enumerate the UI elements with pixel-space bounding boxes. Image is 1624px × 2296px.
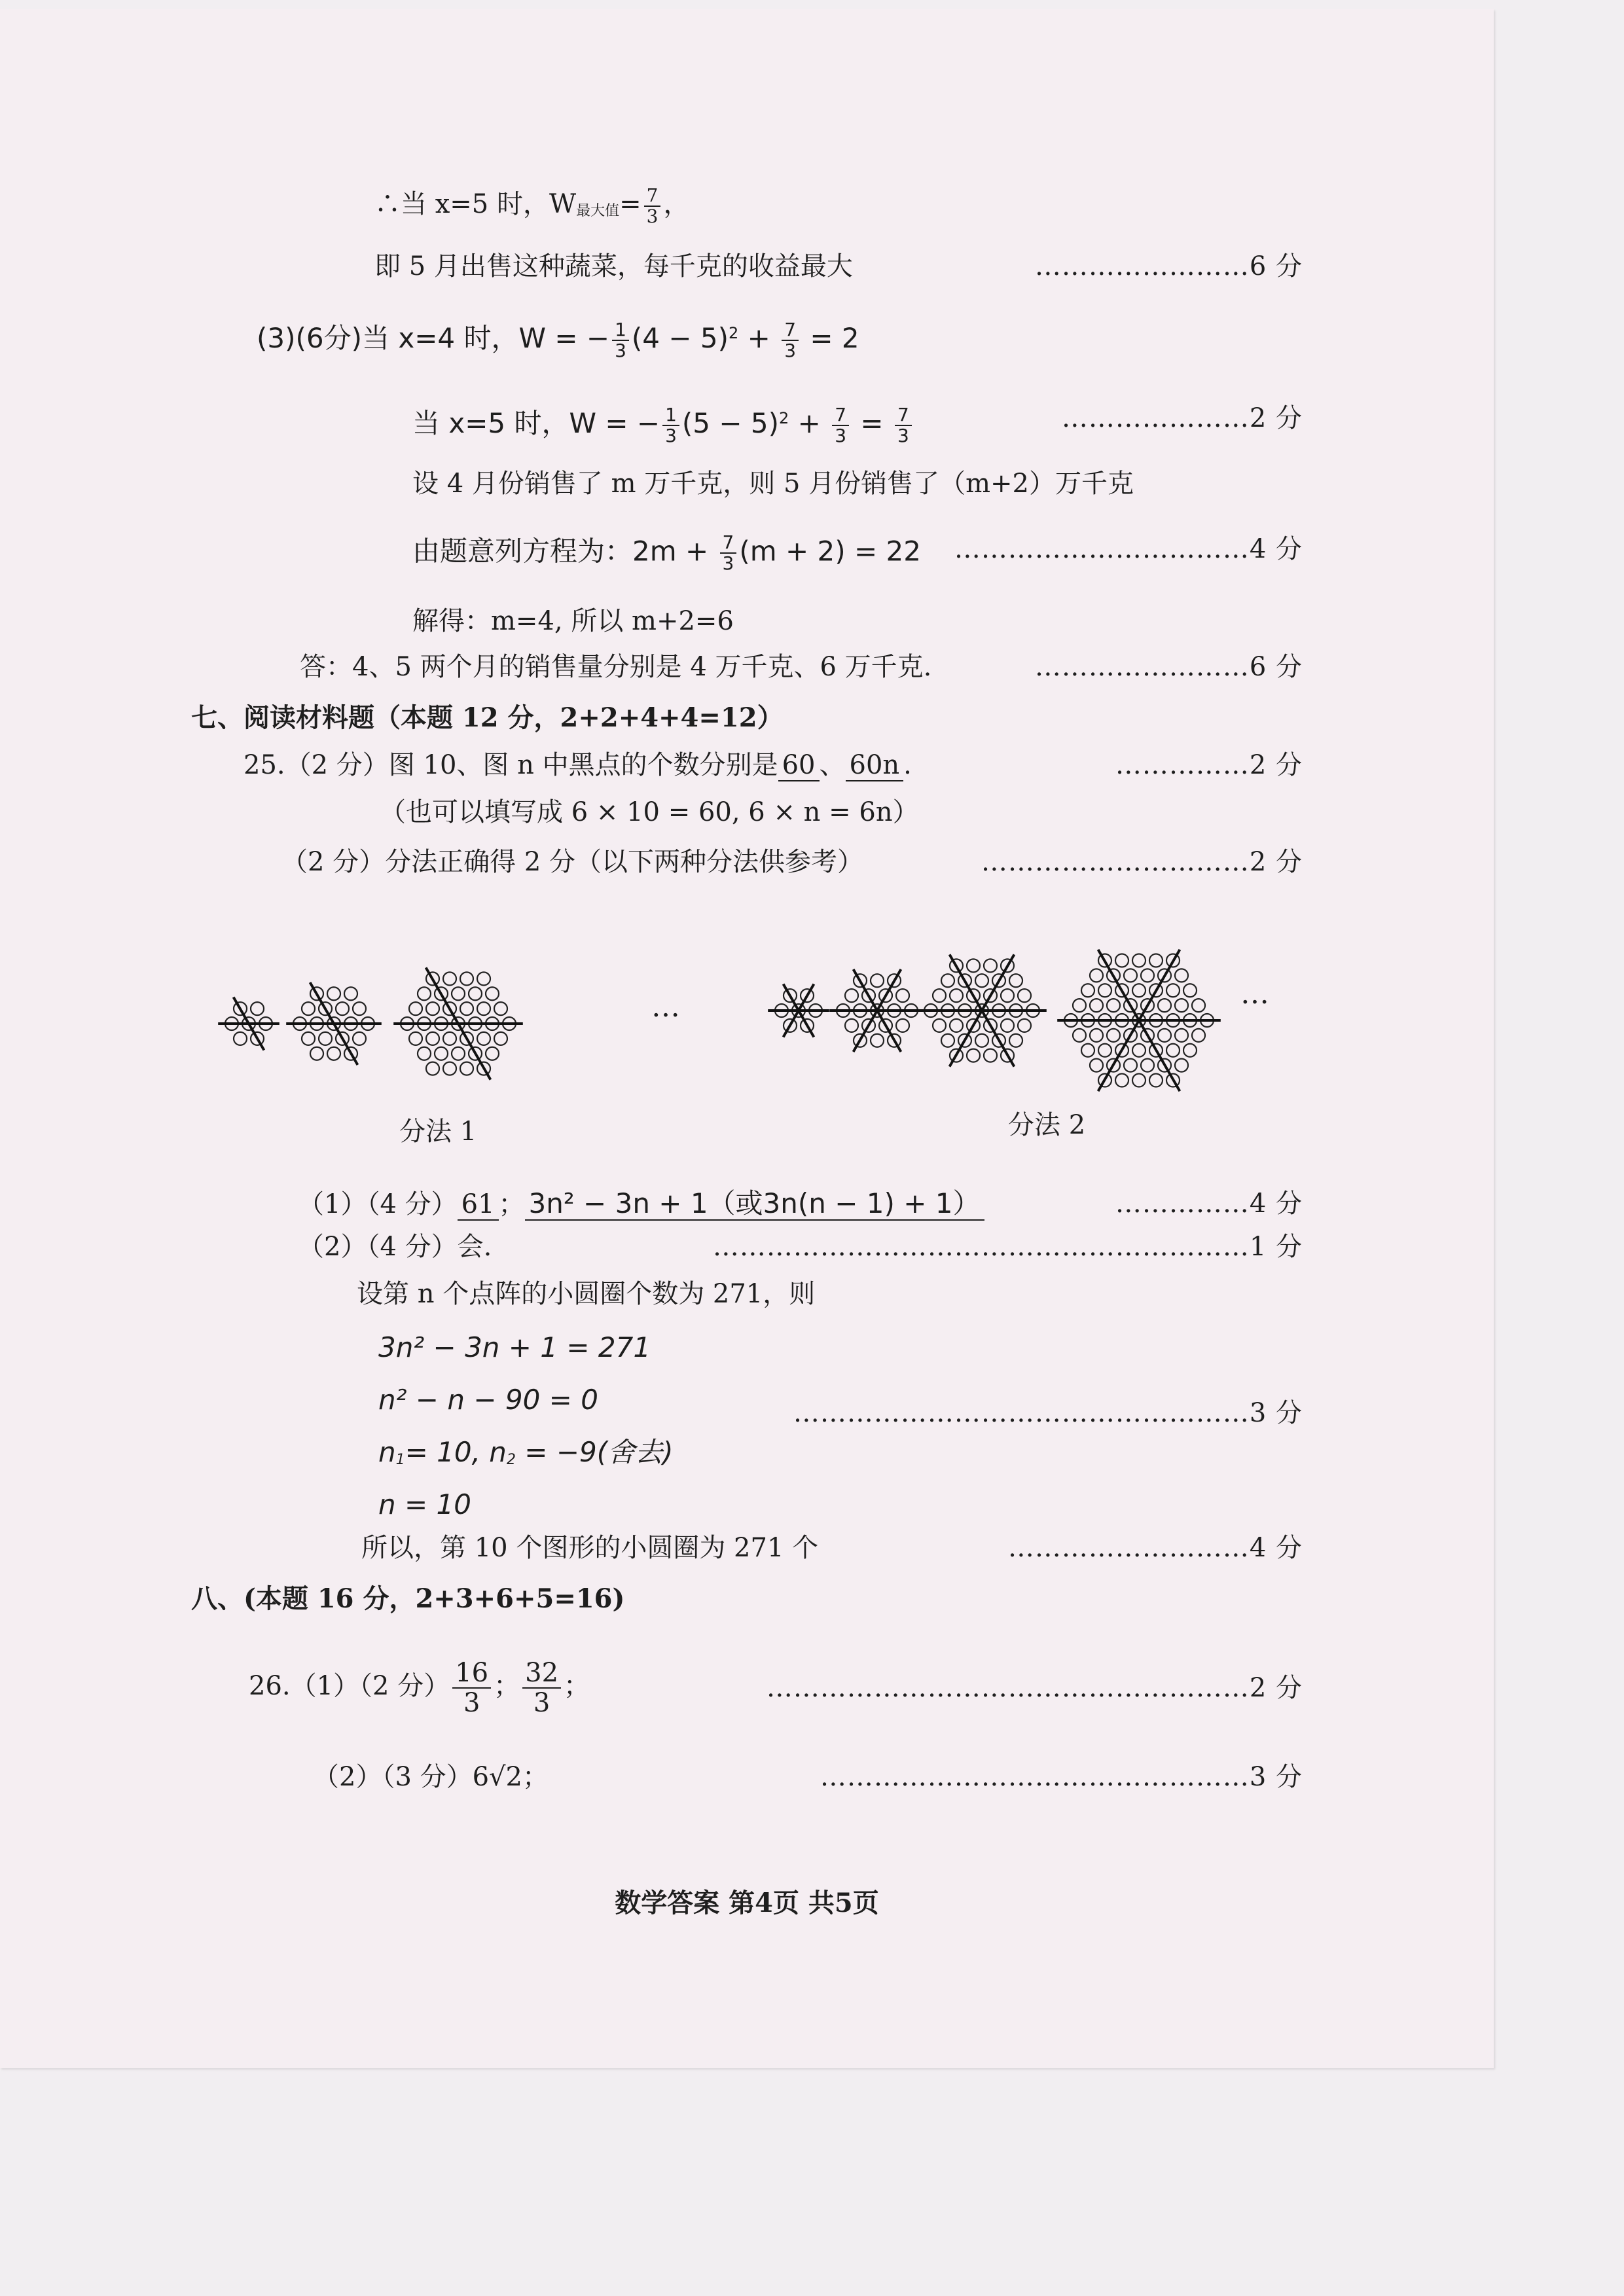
method-2-label: 分法 2 — [1008, 1110, 1086, 1140]
dot-circle — [443, 1032, 456, 1045]
score-q25: ……………2 分 — [1115, 750, 1303, 780]
method-2-figures — [759, 912, 1257, 1128]
section-7-title: 七、阅读材料题（本题 12 分，2+2+4+4=12） — [191, 702, 784, 733]
frac-den: 3 — [784, 339, 797, 361]
dot-circle — [336, 1002, 349, 1015]
equation-mid: (m + 2) = 22 — [739, 535, 921, 567]
dot-circle — [452, 987, 465, 1000]
dot-circle — [477, 1002, 490, 1015]
frac-den: 3 — [615, 339, 626, 361]
dot-circle — [319, 1032, 332, 1045]
eq-1: 3n² − 3n + 1 = 271 — [378, 1331, 651, 1363]
q25-answer-2: 60n — [846, 750, 904, 781]
dot-circle — [896, 1019, 909, 1032]
frac-num: 16 — [452, 1659, 491, 1689]
dot-circle — [1009, 974, 1022, 987]
dot-circle — [1107, 1029, 1120, 1042]
dot-circle — [327, 1047, 340, 1060]
square-exponent: 2 — [729, 324, 739, 342]
dot-circle — [1073, 1029, 1086, 1042]
frac-den: 3 — [665, 424, 677, 446]
answer-sheet — [0, 9, 1494, 2068]
dot-circle — [234, 1032, 247, 1045]
dot-circle — [975, 974, 988, 987]
dot-circle — [327, 987, 340, 1000]
plus-sign: + — [738, 322, 780, 354]
frac-den: 3 — [533, 1688, 550, 1718]
dot-circle — [477, 1032, 490, 1045]
sold-line: 设 4 月份销售了 m 万千克，则 5 月份销售了（m+2）万千克 — [412, 469, 1134, 499]
max-value-text: ∴当 x=5 时，W — [374, 189, 577, 219]
dot-circle — [1081, 984, 1094, 997]
dot-circle — [469, 987, 482, 1000]
part3-result: = 2 — [801, 322, 859, 354]
dot-circle — [1141, 1059, 1154, 1072]
dot-circle — [1132, 1044, 1146, 1057]
square-exponent: 2 — [779, 409, 789, 427]
frac-num: 7 — [832, 405, 849, 426]
q26-label: 26.（1）（2 分） — [249, 1671, 450, 1701]
comma: ， — [663, 189, 690, 219]
frac-num: 32 — [522, 1659, 561, 1689]
q25-line — [244, 749, 912, 781]
score-may: ……………………6 分 — [1034, 251, 1303, 281]
dot-circle — [1132, 984, 1146, 997]
score-x5: …………………2 分 — [1061, 403, 1303, 433]
semicolon: ； — [564, 1671, 590, 1701]
dot-circle — [1158, 1029, 1171, 1042]
dot-circle — [871, 1034, 884, 1047]
method-2-figure-4 — [1057, 950, 1221, 1091]
score-conclusion: ………………………4 分 — [1007, 1533, 1303, 1563]
dot-circle — [871, 974, 884, 987]
frac-den: 3 — [463, 1688, 480, 1718]
method-1-figure-1 — [218, 997, 280, 1050]
x5-prefix: 当 x=5 时，W = − — [412, 407, 660, 439]
eq-2: n² − n − 90 = 0 — [378, 1384, 598, 1416]
frac-num: 7 — [782, 320, 799, 341]
q25-text: 25.（2 分）图 10、图 n 中黑点的个数分别是 — [244, 750, 778, 780]
dot-circle — [1098, 1044, 1111, 1057]
method-1-figures — [209, 925, 694, 1115]
dot-circle — [353, 1002, 366, 1015]
part1-line — [298, 1187, 984, 1221]
q25-answer-1: 60 — [778, 750, 820, 781]
part3-prefix: (3)(6分)当 x=4 时，W = − — [257, 322, 610, 354]
dot-circle — [1192, 999, 1205, 1012]
dot-circle — [494, 1002, 507, 1015]
frac-den: 3 — [897, 424, 909, 446]
dot-circle — [845, 1019, 858, 1032]
dot-circle — [1098, 984, 1111, 997]
dot-circle — [426, 1062, 439, 1075]
dot-circle — [302, 1032, 315, 1045]
dot-circle — [1175, 969, 1188, 982]
dot-circle — [1175, 999, 1188, 1012]
dot-circle — [1090, 1029, 1103, 1042]
dot-circle — [1115, 1074, 1128, 1087]
dot-circle — [409, 1032, 422, 1045]
part1-answer-61: 61 — [458, 1189, 499, 1221]
part2-line: （2）（4 分）会. — [298, 1232, 492, 1262]
dot-circle — [950, 1019, 963, 1032]
equals-sign: = — [619, 189, 641, 219]
method-2-figure-3 — [917, 954, 1047, 1066]
dot-circle — [418, 987, 431, 1000]
dot-circle — [426, 1002, 439, 1015]
part3-x5-line — [412, 402, 914, 446]
dot-circle — [984, 1049, 997, 1062]
dot-circle — [1166, 1044, 1180, 1057]
part2-setup: 设第 n 个点阵的小圆圈个数为 271，则 — [357, 1279, 816, 1309]
frac-seven-third — [782, 320, 799, 361]
frac-num: 7 — [895, 405, 912, 426]
equation-prefix: 由题意列方程为：2m + — [412, 535, 717, 567]
frac-one-third — [612, 320, 629, 361]
method-2-figure-2 — [829, 969, 925, 1052]
dot-circle — [1001, 989, 1014, 1002]
part1-label: （1）（4 分） — [298, 1189, 458, 1219]
dot-circle — [933, 989, 946, 1002]
max-value-fraction — [644, 186, 661, 226]
ellipsis-1: … — [651, 990, 680, 1024]
dot-circle — [975, 1034, 988, 1047]
dot-circle — [251, 1002, 264, 1015]
dot-circle — [941, 1034, 954, 1047]
score-q26-part2: …………………………………………3 分 — [820, 1762, 1303, 1792]
dot-circle — [1141, 969, 1154, 982]
dot-circle — [353, 1032, 366, 1045]
frac-seven-third — [895, 405, 912, 446]
may-best-line: 即 5 月出售这种蔬菜，每千克的收益最大 — [374, 251, 853, 281]
frac-num: 1 — [662, 405, 679, 426]
dot-circle — [941, 974, 954, 987]
dot-circle — [443, 1062, 456, 1075]
dot-circle — [1115, 954, 1128, 967]
frac-num: 1 — [612, 320, 629, 341]
dot-circle — [984, 959, 997, 972]
subscript-1: 1 — [395, 1452, 405, 1468]
method-1-figure-3 — [393, 967, 523, 1079]
dot-circle — [452, 1047, 465, 1060]
dot-circle — [1009, 1034, 1022, 1047]
x5-mid: (5 − 5) — [681, 407, 780, 439]
conclusion-line: 所以，第 10 个图形的小圆圈为 271 个 — [361, 1533, 819, 1563]
dot-circle — [1132, 1074, 1146, 1087]
score-answer: ……………………6 分 — [1034, 652, 1303, 682]
eq-4: n = 10 — [378, 1488, 471, 1520]
eq3-mid: = 10, n — [405, 1436, 507, 1468]
dot-circle — [896, 989, 909, 1002]
dot-circle — [1018, 1019, 1031, 1032]
dot-circle — [1183, 984, 1197, 997]
answer-line: 答：4、5 两个月的销售量分别是 4 万千克、6 万千克. — [300, 652, 932, 682]
dot-circle — [494, 1032, 507, 1045]
dot-circle — [486, 1047, 499, 1060]
dot-circle — [1081, 1044, 1094, 1057]
ellipsis-2: … — [1240, 977, 1269, 1011]
dot-circle — [845, 989, 858, 1002]
eq-3 — [378, 1436, 674, 1477]
dot-circle — [443, 972, 456, 985]
score-eq2: ……………………………………………3 分 — [793, 1398, 1303, 1428]
dot-circle — [1149, 954, 1163, 967]
frac-den: 3 — [646, 206, 659, 227]
frac-one-third — [662, 405, 679, 446]
dot-circle — [1090, 1059, 1103, 1072]
q26-part1-line — [249, 1659, 590, 1717]
dot-circle — [1090, 999, 1103, 1012]
solve-line: 解得：m=4, 所以 m+2=6 — [412, 606, 734, 636]
dot-circle — [302, 1002, 315, 1015]
dot-circle — [1018, 989, 1031, 1002]
dot-circle — [1073, 999, 1086, 1012]
equals-sign: = — [852, 407, 892, 439]
section-8-title: 八、(本题 16 分，2+3+6+5=16) — [191, 1583, 625, 1614]
dot-circle — [310, 1047, 323, 1060]
dot-circle — [1124, 1059, 1137, 1072]
dot-circle — [460, 1062, 473, 1075]
dot-circle — [1107, 999, 1120, 1012]
dot-circle — [486, 987, 499, 1000]
eq3-end: = −9(舍去) — [515, 1436, 674, 1468]
score-method: …………………………2 分 — [981, 847, 1303, 877]
max-value-line — [374, 186, 689, 228]
dot-circle — [1158, 999, 1171, 1012]
dot-circle — [460, 1002, 473, 1015]
page-footer: 数学答案 第4页 共5页 — [615, 1888, 879, 1918]
frac-32-3 — [522, 1659, 561, 1717]
dot-circle — [477, 972, 490, 985]
dot-circle — [1183, 1044, 1197, 1057]
frac-seven-third — [720, 533, 737, 573]
plus-sign: + — [789, 407, 830, 439]
period: . — [903, 750, 912, 780]
dot-circle — [1090, 969, 1103, 982]
dot-circle — [1001, 1019, 1014, 1032]
part1-formula: 3n² − 3n + 1（或3n(n − 1) + 1） — [525, 1187, 984, 1221]
score-part2: ……………………………………………………1 分 — [712, 1232, 1303, 1262]
dot-circle — [460, 972, 473, 985]
dot-circle — [1124, 969, 1137, 982]
score-equation: ……………………………4 分 — [954, 534, 1303, 564]
q25-alt-line: （也可以填写成 6 × 10 = 60, 6 × n = 6n） — [380, 797, 919, 827]
frac-num: 7 — [720, 533, 737, 554]
part3-mid: (4 − 5) — [631, 322, 729, 354]
separator: ； — [498, 1189, 525, 1219]
score-part1: ……………4 分 — [1115, 1189, 1303, 1219]
part3-x4-line — [257, 317, 859, 361]
method-2-figure-1 — [768, 984, 829, 1037]
frac-den: 3 — [835, 424, 847, 446]
frac-seven-third — [832, 405, 849, 446]
dot-circle — [967, 1049, 980, 1062]
dot-circle — [344, 987, 357, 1000]
subscript-2: 2 — [506, 1452, 516, 1468]
method-1-label: 分法 1 — [399, 1117, 477, 1147]
dot-circle — [967, 959, 980, 972]
score-q26-part1: ………………………………………………2 分 — [766, 1673, 1303, 1703]
frac-num: 7 — [644, 186, 661, 207]
dot-circle — [1175, 1029, 1188, 1042]
separator: ； — [494, 1671, 520, 1701]
var-n: n — [378, 1436, 396, 1468]
frac-16-3 — [452, 1659, 491, 1717]
dot-circle — [1149, 1074, 1163, 1087]
dot-circle — [933, 1019, 946, 1032]
max-value-subscript: 最大值 — [576, 203, 620, 219]
dot-circle — [1175, 1059, 1188, 1072]
dot-circle — [418, 1047, 431, 1060]
dot-circle — [950, 989, 963, 1002]
dot-circle — [409, 1002, 422, 1015]
method-line: （2 分）分法正确得 2 分（以下两种分法供参考） — [281, 847, 864, 877]
dot-circle — [1132, 954, 1146, 967]
frac-den: 3 — [722, 552, 734, 574]
dot-circle — [1192, 1029, 1205, 1042]
separator: 、 — [819, 750, 846, 780]
method-1-figure-2 — [286, 982, 382, 1065]
dot-circle — [435, 1047, 448, 1060]
q26-part2-line: （2）（3 分）6√2； — [313, 1762, 549, 1792]
dot-circle — [426, 1032, 439, 1045]
dot-circle — [1166, 984, 1180, 997]
equation-line — [412, 533, 921, 573]
